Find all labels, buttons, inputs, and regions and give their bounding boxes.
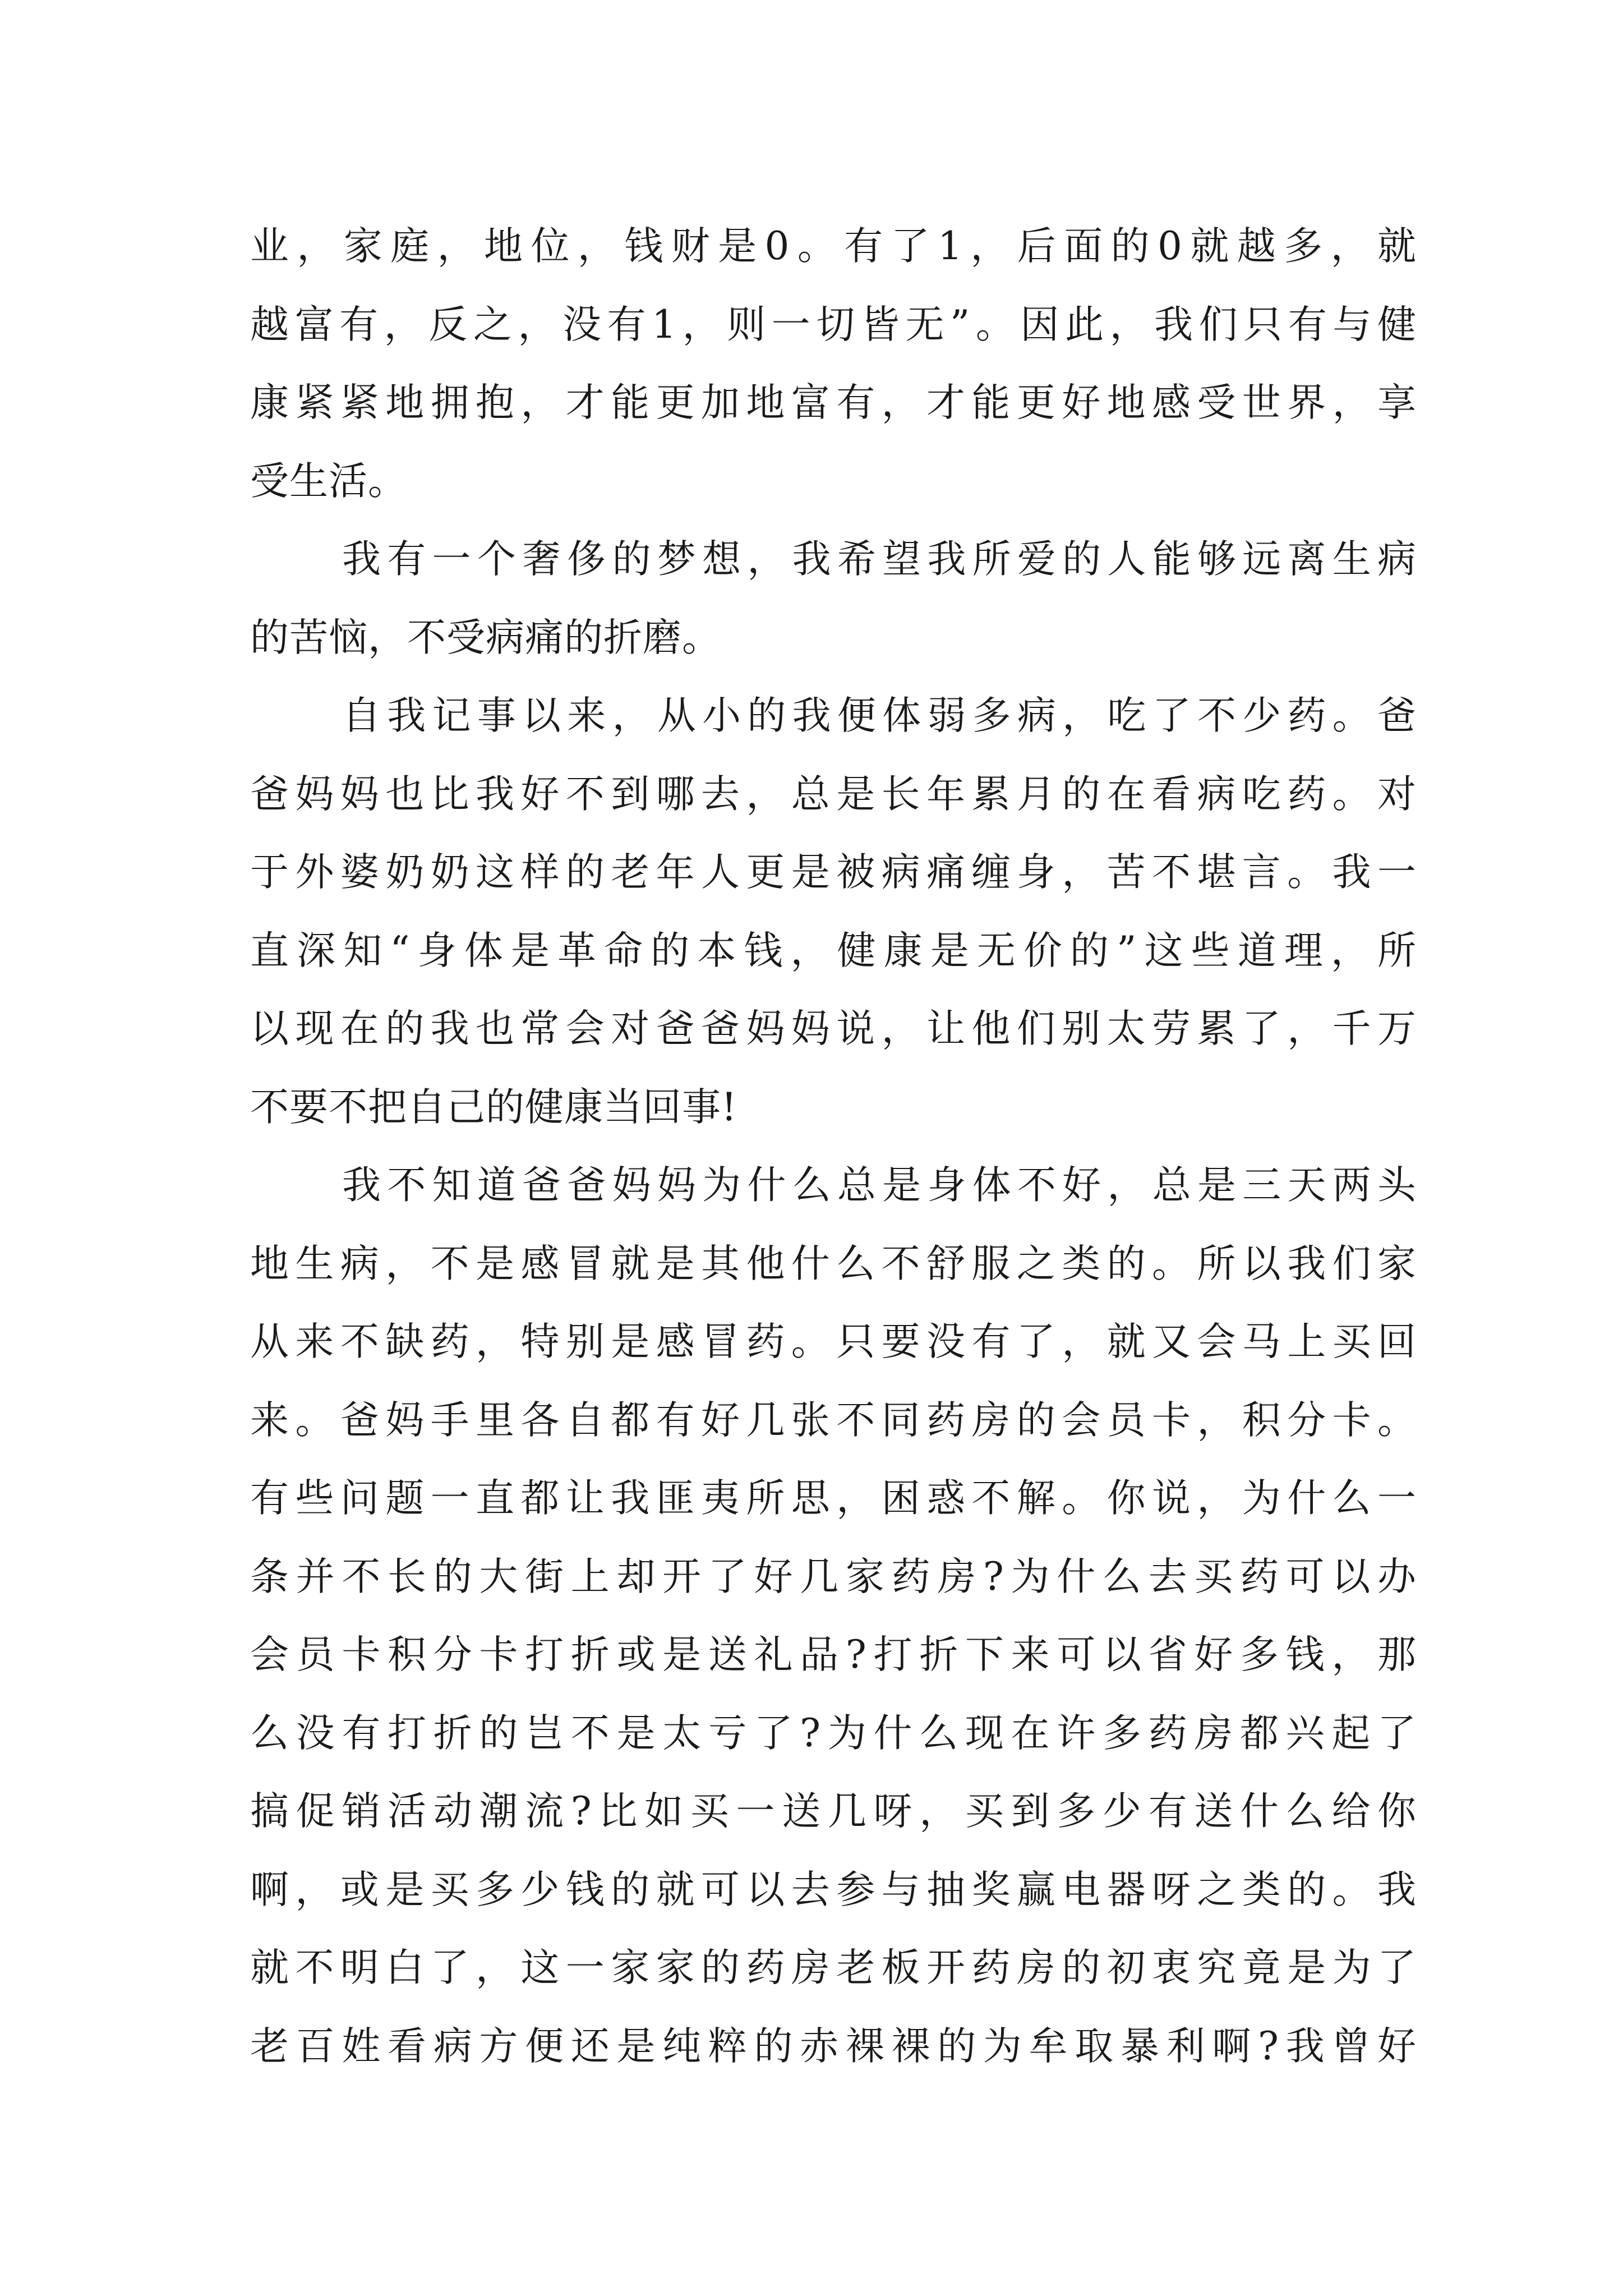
text-line: 的苦恼，不受病痛的折磨。	[250, 615, 721, 660]
text-line: 会员卡积分卡打折或是送礼品?打折下来可以省好多钱，那	[250, 1632, 1417, 1677]
text-line: 么没有打折的岂不是太亏了?为什么现在许多药房都兴起了	[250, 1710, 1417, 1756]
text-line: 来。爸妈手里各自都有好几张不同药房的会员卡，积分卡。	[250, 1397, 1417, 1443]
text-line: 从来不缺药，特别是感冒药。只要没有了，就又会马上买回	[250, 1319, 1417, 1364]
text-line: 我有一个奢侈的梦想，我希望我所爱的人能够远离生病	[342, 537, 1417, 582]
text-line: 自我记事以来，从小的我便体弱多病，吃了不少药。爸	[342, 693, 1417, 738]
text-line: 老百姓看病方便还是纯粹的赤裸裸的为牟取暴利啊?我曾好	[250, 2023, 1417, 2069]
text-line: 越富有，反之，没有1，则一切皆无”。因此，我们只有与健	[250, 302, 1417, 347]
body-text	[250, 208, 1417, 2086]
text-line: 受生活。	[250, 458, 407, 504]
text-line: 我不知道爸爸妈妈为什么总是身体不好，总是三天两头	[342, 1163, 1417, 1208]
text-line: 啊，或是买多少钱的就可以去参与抽奖赢电器呀之类的。我	[250, 1867, 1417, 1912]
text-line: 地生病，不是感冒就是其他什么不舒服之类的。所以我们家	[250, 1241, 1417, 1286]
text-line: 搞促销活动潮流?比如买一送几呀，买到多少有送什么给你	[250, 1789, 1417, 1834]
text-line: 业，家庭，地位，钱财是0。有了1，后面的0就越多，就	[250, 224, 1417, 269]
text-line: 不要不把自己的健康当回事!	[250, 1084, 737, 1130]
text-line: 以现在的我也常会对爸爸妈妈说，让他们别太劳累了，千万	[250, 1006, 1417, 1051]
text-line: 直深知“身体是革命的本钱，健康是无价的”这些道理，所	[250, 928, 1417, 973]
text-line: 有些问题一直都让我匪夷所思，困惑不解。你说，为什么一	[250, 1476, 1417, 1521]
text-line: 条并不长的大街上却开了好几家药房?为什么去买药可以办	[250, 1554, 1417, 1599]
text-line: 爸妈妈也比我好不到哪去，总是长年累月的在看病吃药。对	[250, 771, 1417, 817]
text-line: 康紧紧地拥抱，才能更加地富有，才能更好地感受世界，享	[250, 380, 1417, 425]
text-line: 于外婆奶奶这样的老年人更是被病痛缠身，苦不堪言。我一	[250, 850, 1417, 895]
text-line: 就不明白了，这一家家的药房老板开药房的初衷究竟是为了	[250, 1945, 1417, 1990]
